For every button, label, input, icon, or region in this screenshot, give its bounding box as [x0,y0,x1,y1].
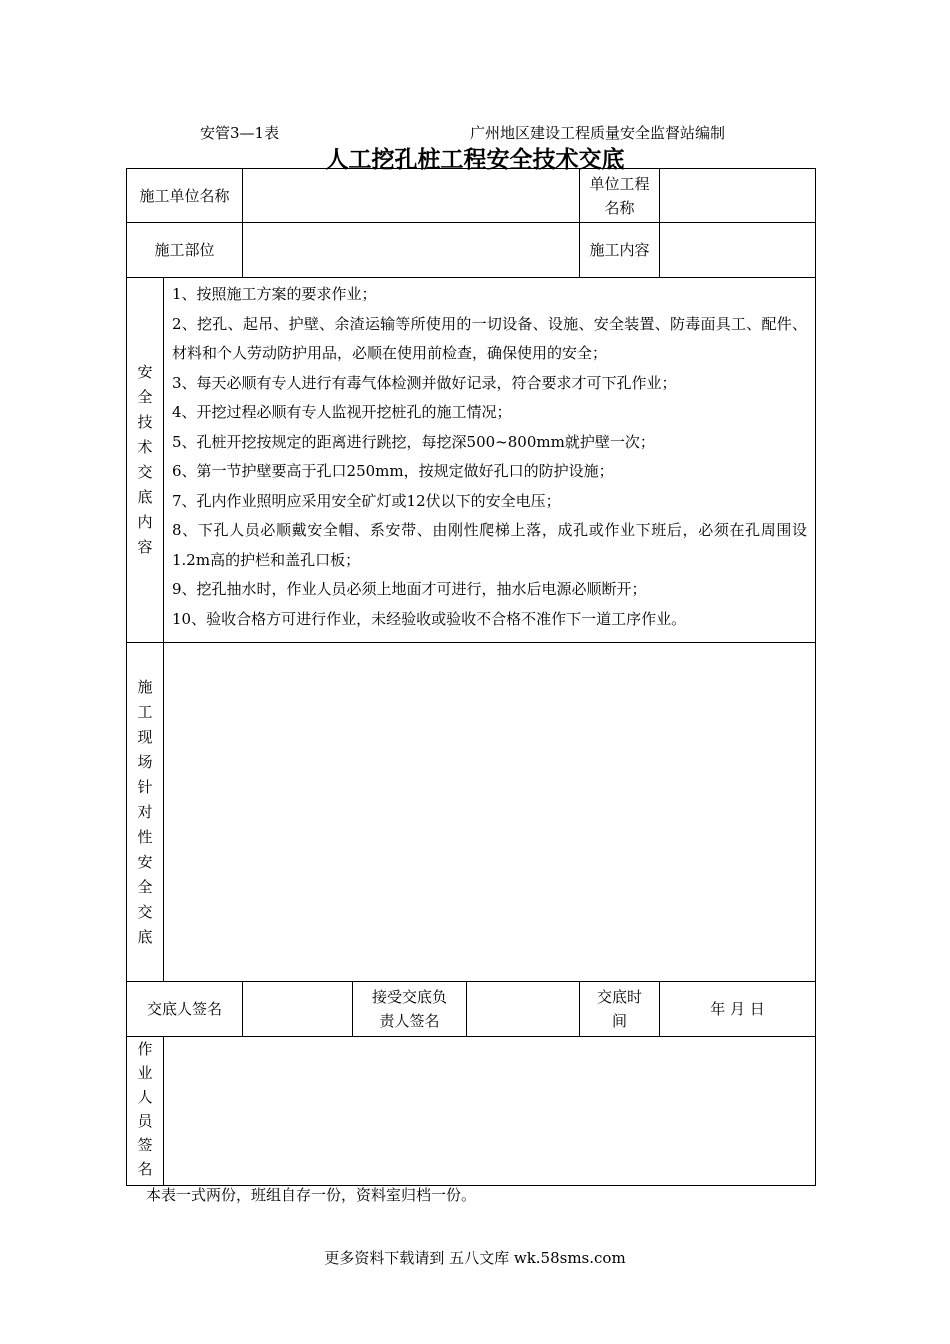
issuer: 广州地区建设工程质量安全监督站编制 [470,124,726,142]
safety-item: 9、挖孔抽水时，作业人员必须上地面才可进行，抽水后电源必顺断开； [172,580,647,598]
date-field[interactable]: 年 月 日 [660,982,816,1037]
safety-items [164,278,816,643]
project-name-field[interactable] [660,169,816,223]
safety-item: 5、孔桩开挖按规定的距离进行跳挖，每挖深500~800mm就护壁一次； [172,432,655,451]
disclosure-form [126,168,816,1186]
worker-signature-field[interactable] [164,1037,816,1186]
page-title: 人工挖孔桩工程安全技术交底 [325,146,625,173]
safety-item: 3、每天必顺有专人进行有毒气体检测并做好记录，符合要求才可下孔作业； [172,373,677,392]
site-section-field[interactable] [164,643,816,982]
construction-content-label: 施工内容 [580,223,660,278]
construction-part-label: 施工部位 [127,223,243,278]
receiver-signature-field[interactable] [467,982,580,1037]
safety-item: 6、第一节护壁要高于孔口250mm，按规定做好孔口的防护设施； [172,462,614,480]
time-label: 交底时间 [580,982,660,1037]
construction-unit-label: 施工单位名称 [127,169,243,223]
safety-item: 10、验收合格方可进行作业，未经验收或验收不合格不准作下一道工序作业。 [172,609,687,628]
footer-link[interactable]: 更多资料下载请到 五八文库 wk.58sms.com [324,1249,626,1267]
safety-item: 4、开挖过程必顺有专人监视开挖桩孔的施工情况； [172,403,512,421]
safety-section-label: 安全技术交底内容 [137,363,153,556]
construction-unit-field[interactable] [243,169,580,223]
safety-item: 1、按照施工方案的要求作业； [172,285,377,303]
footer-note: 本表一式两份，班组自存一份，资料室归档一份。 [146,1186,477,1204]
worker-section-label-cell [127,1037,164,1186]
site-section-label-cell [127,643,164,982]
safety-item: 2、挖孔、起吊、护壁、余渣运输等所使用的一切设备、设施、安全装置、防毒面具工、配件、材料和个人劳动防护用品，必顺在使用前检查，确保使用的安全； [172,314,808,362]
site-section-label: 施工现场针对性安全交底 [137,677,153,946]
safety-item: 8、下孔人员必顺戴安全帽、系安带、由刚性爬梯上落，成孔或作业下班后，必须在孔周围设1.2m高的护栏和盖孔口板； [172,521,808,569]
construction-part-field[interactable] [243,223,580,278]
receiver-label: 接受交底负责人签名 [353,982,467,1037]
project-name-label: 单位工程名称 [580,169,660,223]
discloser-label: 交底人签名 [127,982,243,1037]
worker-section-label: 作业人员签名 [137,1040,153,1178]
discloser-signature-field[interactable] [243,982,353,1037]
safety-section-label-cell [127,278,164,643]
construction-content-field[interactable] [660,223,816,278]
form-code: 安管3—1表 [200,124,280,142]
safety-item: 7、孔内作业照明应采用安全矿灯或12伏以下的安全电压； [172,491,561,510]
